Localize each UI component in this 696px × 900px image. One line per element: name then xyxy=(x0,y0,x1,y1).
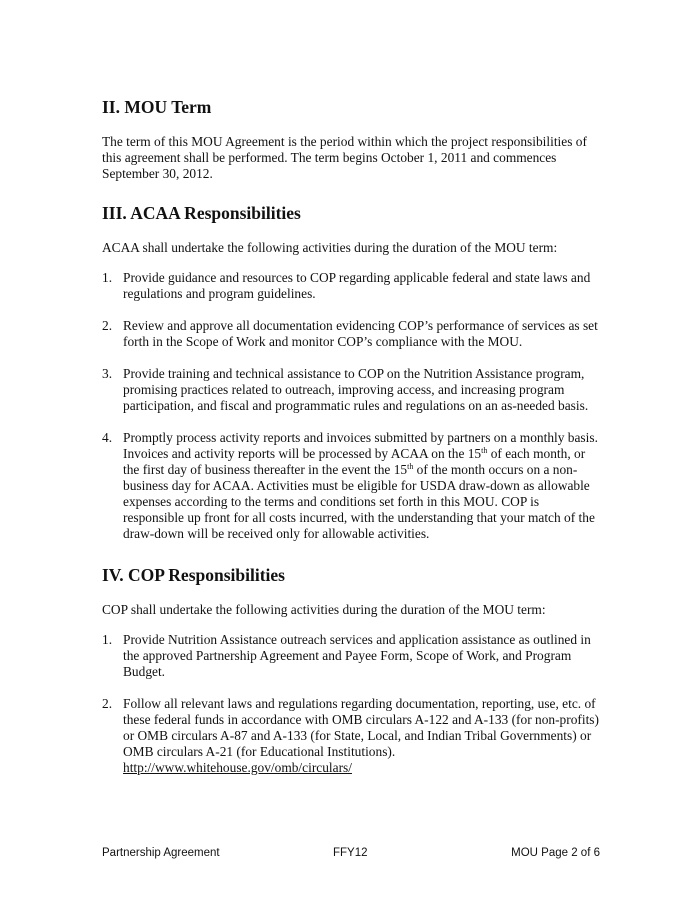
list-item-text: Review and approve all documentation evidencing COP’s performance of services as set forth in the Scope of Work and monitor COP’s compliance with the MOU. xyxy=(123,318,598,349)
list-item xyxy=(102,318,602,350)
list-item-text: Provide Nutrition Assistance outreach services and application assistance as outlined in the approved Partnership Agreement and Payee Form, Scope of Work, and Program Budget. xyxy=(123,632,591,679)
list-item-text-part: of each month, or the first day of business thereafter in the event the 15 xyxy=(123,446,586,477)
list-item xyxy=(102,632,602,680)
list-item-number: 4. xyxy=(102,430,113,445)
acaa-responsibilities-list xyxy=(102,270,602,542)
section-ii-heading: II. MOU Term xyxy=(102,97,212,117)
list-item xyxy=(102,430,602,542)
ordinal-suffix: th xyxy=(481,446,488,455)
list-item xyxy=(102,366,602,414)
ordinal-suffix: th xyxy=(407,462,414,471)
footer-page-number: MOU Page 2 of 6 xyxy=(511,847,600,859)
list-item xyxy=(102,270,602,302)
list-item-text-part: Promptly process activity reports and invoices submitted by partners on a monthly basis. Invoices and activity reports will be processed by ACAA on the 15 xyxy=(123,430,598,461)
list-item-text: Follow all relevant laws and regulations regarding documentation, reporting, use, etc. of these federal funds in accordance with OMB circulars A-122 and A-133 (for non-profits) or OMB circulars A-87 and A-133 (for State, Local, and Indian Tribal Governments) or OMB circulars A-21 (for Educational Institutions). xyxy=(123,696,599,759)
section-iii-intro: ACAA shall undertake the following activities during the duration of the MOU term: xyxy=(102,240,558,255)
list-item-number: 2. xyxy=(102,318,113,333)
section-iii-heading: III. ACAA Responsibilities xyxy=(102,203,301,223)
page-footer xyxy=(102,847,600,863)
page-content xyxy=(102,96,602,792)
footer-document-name: Partnership Agreement xyxy=(102,847,220,859)
section-iv-heading: IV. COP Responsibilities xyxy=(102,565,285,585)
cop-responsibilities-list xyxy=(102,632,602,776)
section-ii-body: The term of this MOU Agreement is the period within which the project responsibilities of this agreement shall be performed. The term begins October 1, 2011 and commences September 30, 2012. xyxy=(102,134,587,181)
list-item-number: 1. xyxy=(102,270,113,285)
list-item-text-part: of the month occurs on a non-business day for ACAA. Activities must be eligible for USDA draw-down as allowable expenses according to the terms and conditions set forth in this MOU. COP is responsible up front for all costs incurred, with the understanding that your match of the draw-down will be received only for allowable activities. xyxy=(123,462,595,541)
list-item-text: Provide guidance and resources to COP regarding applicable federal and state laws and regulations and program guidelines. xyxy=(123,270,591,301)
list-item-number: 2. xyxy=(102,696,113,711)
list-item xyxy=(102,696,602,776)
section-iv-intro: COP shall undertake the following activities during the duration of the MOU term: xyxy=(102,602,546,617)
list-item-number: 1. xyxy=(102,632,113,647)
list-item-text: Provide training and technical assistance to COP on the Nutrition Assistance program, promising practices related to outreach, improving access, and increasing program participation, and fiscal and programmatic rules and regulations on an as-needed basis. xyxy=(123,366,589,413)
list-item-number: 3. xyxy=(102,366,113,381)
footer-fiscal-year: FFY12 xyxy=(333,847,368,859)
omb-circulars-link[interactable]: http://www.whitehouse.gov/omb/circulars/ xyxy=(123,760,352,775)
